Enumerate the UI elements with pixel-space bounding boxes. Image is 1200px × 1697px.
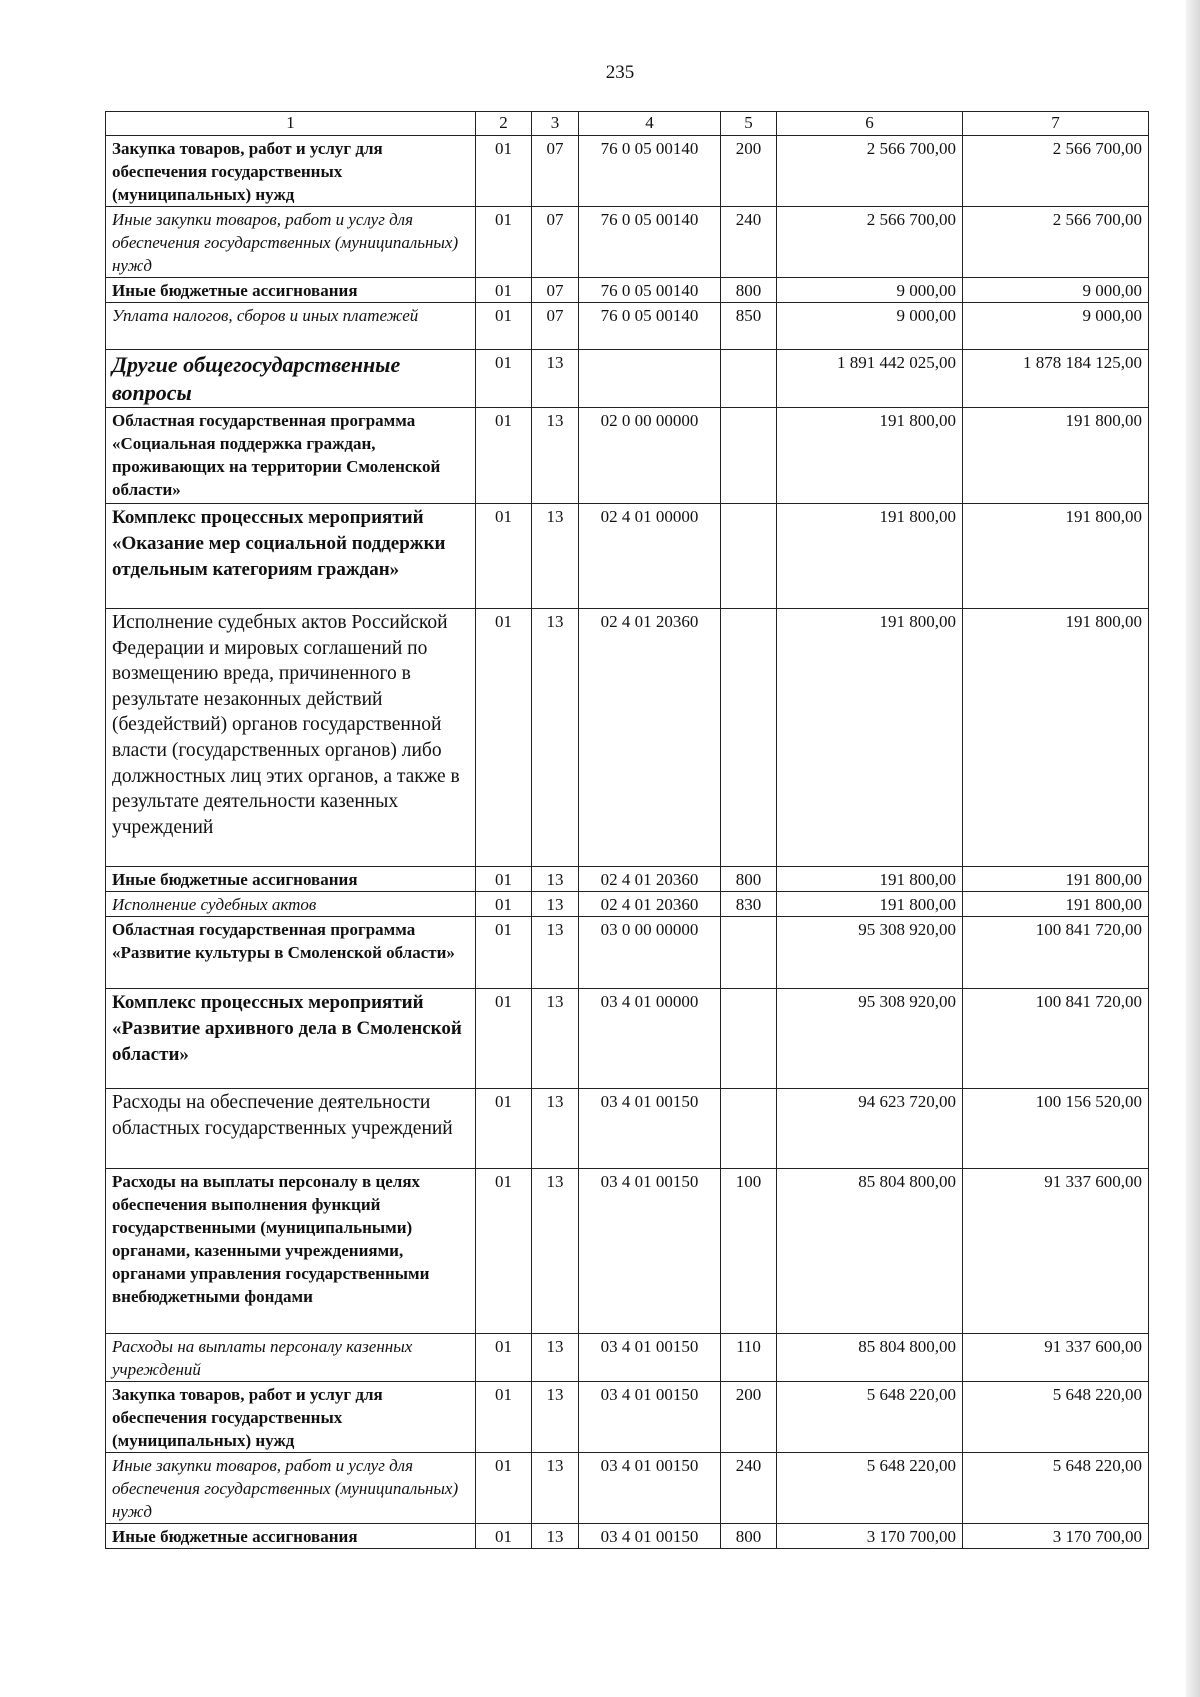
section-code-cell: 01: [476, 609, 532, 867]
expense-name-cell: Областная государственная программа «Социальная поддержка граждан, проживающих на территории Смоленской области»: [106, 408, 476, 504]
amount-year2-cell: 1 878 184 125,00: [963, 350, 1149, 408]
subsection-code-cell: 07: [532, 207, 579, 278]
target-article-cell: 03 0 00 00000: [579, 917, 721, 989]
expense-type-cell: [721, 917, 777, 989]
amount-year1-cell: 95 308 920,00: [777, 917, 963, 989]
amount-year1-cell: 9 000,00: [777, 278, 963, 303]
target-article-cell: 02 4 01 20360: [579, 892, 721, 917]
expense-name-cell: Иные бюджетные ассигнования: [106, 867, 476, 892]
subsection-code-cell: 13: [532, 408, 579, 504]
amount-year2-cell: 100 841 720,00: [963, 917, 1149, 989]
amount-year1-cell: 5 648 220,00: [777, 1453, 963, 1524]
subsection-code-cell: 13: [532, 1089, 579, 1169]
subsection-code-cell: 13: [532, 892, 579, 917]
subsection-code-cell: 07: [532, 136, 579, 207]
expense-name-cell: Другие общегосударственные вопросы: [106, 350, 476, 408]
expense-type-cell: 100: [721, 1169, 777, 1334]
section-code-cell: 01: [476, 1524, 532, 1549]
amount-year1-cell: 5 648 220,00: [777, 1382, 963, 1453]
amount-year2-cell: 100 156 520,00: [963, 1089, 1149, 1169]
table-row: [106, 1524, 1149, 1549]
target-article-cell: 02 4 01 20360: [579, 609, 721, 867]
section-code-cell: 01: [476, 1382, 532, 1453]
amount-year1-cell: 95 308 920,00: [777, 989, 963, 1089]
amount-year1-cell: 2 566 700,00: [777, 207, 963, 278]
section-code-cell: 01: [476, 892, 532, 917]
subsection-code-cell: 13: [532, 1524, 579, 1549]
expense-type-cell: 110: [721, 1334, 777, 1382]
expense-name-cell: Уплата налогов, сборов и иных платежей: [106, 303, 476, 350]
expense-type-cell: 800: [721, 1524, 777, 1549]
amount-year2-cell: 191 800,00: [963, 504, 1149, 609]
budget-table: [105, 111, 1149, 1549]
target-article-cell: [579, 350, 721, 408]
subsection-code-cell: 13: [532, 1382, 579, 1453]
subsection-code-cell: 13: [532, 504, 579, 609]
amount-year1-cell: 191 800,00: [777, 892, 963, 917]
table-row: [106, 867, 1149, 892]
target-article-cell: 03 4 01 00000: [579, 989, 721, 1089]
expense-type-cell: 240: [721, 207, 777, 278]
expense-name-cell: Исполнение судебных актов: [106, 892, 476, 917]
target-article-cell: 76 0 05 00140: [579, 278, 721, 303]
section-code-cell: 01: [476, 408, 532, 504]
amount-year2-cell: 191 800,00: [963, 408, 1149, 504]
table-row: [106, 504, 1149, 609]
section-code-cell: 01: [476, 1169, 532, 1334]
amount-year2-cell: 91 337 600,00: [963, 1334, 1149, 1382]
section-code-cell: 01: [476, 207, 532, 278]
table-row: [106, 989, 1149, 1089]
header-cell: 5: [721, 112, 777, 136]
table-row: [106, 408, 1149, 504]
expense-type-cell: 830: [721, 892, 777, 917]
amount-year1-cell: 85 804 800,00: [777, 1334, 963, 1382]
table-row: [106, 1089, 1149, 1169]
table-row: [106, 350, 1149, 408]
amount-year1-cell: 1 891 442 025,00: [777, 350, 963, 408]
section-code-cell: 01: [476, 917, 532, 989]
target-article-cell: 03 4 01 00150: [579, 1169, 721, 1334]
amount-year2-cell: 5 648 220,00: [963, 1453, 1149, 1524]
header-cell: 6: [777, 112, 963, 136]
section-code-cell: 01: [476, 867, 532, 892]
table-row: [106, 207, 1149, 278]
amount-year1-cell: 3 170 700,00: [777, 1524, 963, 1549]
expense-type-cell: 850: [721, 303, 777, 350]
expense-name-cell: Областная государственная программа «Развитие культуры в Смоленской области»: [106, 917, 476, 989]
expense-type-cell: [721, 350, 777, 408]
expense-type-cell: [721, 609, 777, 867]
expense-type-cell: [721, 989, 777, 1089]
table-row: [106, 1453, 1149, 1524]
subsection-code-cell: 13: [532, 1334, 579, 1382]
target-article-cell: 03 4 01 00150: [579, 1453, 721, 1524]
amount-year1-cell: 191 800,00: [777, 609, 963, 867]
expense-type-cell: 800: [721, 867, 777, 892]
subsection-code-cell: 13: [532, 609, 579, 867]
table-row: [106, 917, 1149, 989]
subsection-code-cell: 13: [532, 989, 579, 1089]
expense-name-cell: Закупка товаров, работ и услуг для обеспечения государственных (муниципальных) нужд: [106, 1382, 476, 1453]
subsection-code-cell: 07: [532, 278, 579, 303]
page-number: 235: [605, 62, 635, 83]
amount-year2-cell: 191 800,00: [963, 892, 1149, 917]
amount-year2-cell: 9 000,00: [963, 303, 1149, 350]
header-cell: 1: [106, 112, 476, 136]
expense-name-cell: Закупка товаров, работ и услуг для обеспечения государственных (муниципальных) нужд: [106, 136, 476, 207]
expense-name-cell: Расходы на выплаты персоналу в целях обеспечения выполнения функций государственными (муниципальными) органами, казенными учреждениями, органами управления государственными внебюджетными фондами: [106, 1169, 476, 1334]
table-row: [106, 1382, 1149, 1453]
expense-type-cell: [721, 408, 777, 504]
section-code-cell: 01: [476, 504, 532, 609]
subsection-code-cell: 13: [532, 350, 579, 408]
expense-name-cell: Комплекс процессных мероприятий «Развитие архивного дела в Смоленской области»: [106, 989, 476, 1089]
target-article-cell: 03 4 01 00150: [579, 1524, 721, 1549]
subsection-code-cell: 13: [532, 1169, 579, 1334]
header-cell: 7: [963, 112, 1149, 136]
table-header-row: [106, 112, 1149, 136]
target-article-cell: 02 0 00 00000: [579, 408, 721, 504]
amount-year2-cell: 191 800,00: [963, 609, 1149, 867]
amount-year1-cell: 85 804 800,00: [777, 1169, 963, 1334]
section-code-cell: 01: [476, 303, 532, 350]
subsection-code-cell: 13: [532, 867, 579, 892]
header-cell: 3: [532, 112, 579, 136]
target-article-cell: 76 0 05 00140: [579, 303, 721, 350]
amount-year1-cell: 9 000,00: [777, 303, 963, 350]
section-code-cell: 01: [476, 1334, 532, 1382]
expense-name-cell: Иные бюджетные ассигнования: [106, 1524, 476, 1549]
expense-name-cell: Комплекс процессных мероприятий «Оказание мер социальной поддержки отдельным категориям граждан»: [106, 504, 476, 609]
section-code-cell: 01: [476, 1089, 532, 1169]
target-article-cell: 76 0 05 00140: [579, 136, 721, 207]
amount-year1-cell: 94 623 720,00: [777, 1089, 963, 1169]
section-code-cell: 01: [476, 1453, 532, 1524]
header-cell: 4: [579, 112, 721, 136]
section-code-cell: 01: [476, 350, 532, 408]
expense-name-cell: Исполнение судебных актов Российской Федерации и мировых соглашений по возмещению вреда, причиненного в результате незаконных действий (бездействий) органов государственной власти (государственных органов) либо должностных лиц этих органов, а также в результате деятельности казенных учреждений: [106, 609, 476, 867]
amount-year2-cell: 9 000,00: [963, 278, 1149, 303]
table-row: [106, 303, 1149, 350]
subsection-code-cell: 13: [532, 917, 579, 989]
amount-year2-cell: 5 648 220,00: [963, 1382, 1149, 1453]
target-article-cell: 02 4 01 00000: [579, 504, 721, 609]
amount-year2-cell: 91 337 600,00: [963, 1169, 1149, 1334]
header-cell: 2: [476, 112, 532, 136]
table-row: [106, 136, 1149, 207]
target-article-cell: 03 4 01 00150: [579, 1334, 721, 1382]
subsection-code-cell: 07: [532, 303, 579, 350]
expense-type-cell: 800: [721, 278, 777, 303]
amount-year2-cell: 3 170 700,00: [963, 1524, 1149, 1549]
table-row: [106, 609, 1149, 867]
target-article-cell: 76 0 05 00140: [579, 207, 721, 278]
amount-year2-cell: 191 800,00: [963, 867, 1149, 892]
amount-year1-cell: 191 800,00: [777, 408, 963, 504]
amount-year2-cell: 100 841 720,00: [963, 989, 1149, 1089]
section-code-cell: 01: [476, 278, 532, 303]
amount-year1-cell: 191 800,00: [777, 504, 963, 609]
target-article-cell: 03 4 01 00150: [579, 1089, 721, 1169]
amount-year1-cell: 2 566 700,00: [777, 136, 963, 207]
table-row: [106, 892, 1149, 917]
expense-type-cell: 200: [721, 136, 777, 207]
target-article-cell: 02 4 01 20360: [579, 867, 721, 892]
expense-type-cell: [721, 504, 777, 609]
section-code-cell: 01: [476, 136, 532, 207]
expense-type-cell: [721, 1089, 777, 1169]
expense-name-cell: Расходы на выплаты персоналу казенных учреждений: [106, 1334, 476, 1382]
expense-type-cell: 240: [721, 1453, 777, 1524]
expense-name-cell: Иные бюджетные ассигнования: [106, 278, 476, 303]
table-row: [106, 1334, 1149, 1382]
amount-year2-cell: 2 566 700,00: [963, 136, 1149, 207]
expense-name-cell: Иные закупки товаров, работ и услуг для обеспечения государственных (муниципальных) нужд: [106, 1453, 476, 1524]
amount-year1-cell: 191 800,00: [777, 867, 963, 892]
expense-name-cell: Расходы на обеспечение деятельности областных государственных учреждений: [106, 1089, 476, 1169]
section-code-cell: 01: [476, 989, 532, 1089]
table-row: [106, 278, 1149, 303]
expense-name-cell: Иные закупки товаров, работ и услуг для обеспечения государственных (муниципальных) нужд: [106, 207, 476, 278]
subsection-code-cell: 13: [532, 1453, 579, 1524]
scan-edge-shadow: [1186, 0, 1200, 1697]
target-article-cell: 03 4 01 00150: [579, 1382, 721, 1453]
amount-year2-cell: 2 566 700,00: [963, 207, 1149, 278]
expense-type-cell: 200: [721, 1382, 777, 1453]
table-row: [106, 1169, 1149, 1334]
